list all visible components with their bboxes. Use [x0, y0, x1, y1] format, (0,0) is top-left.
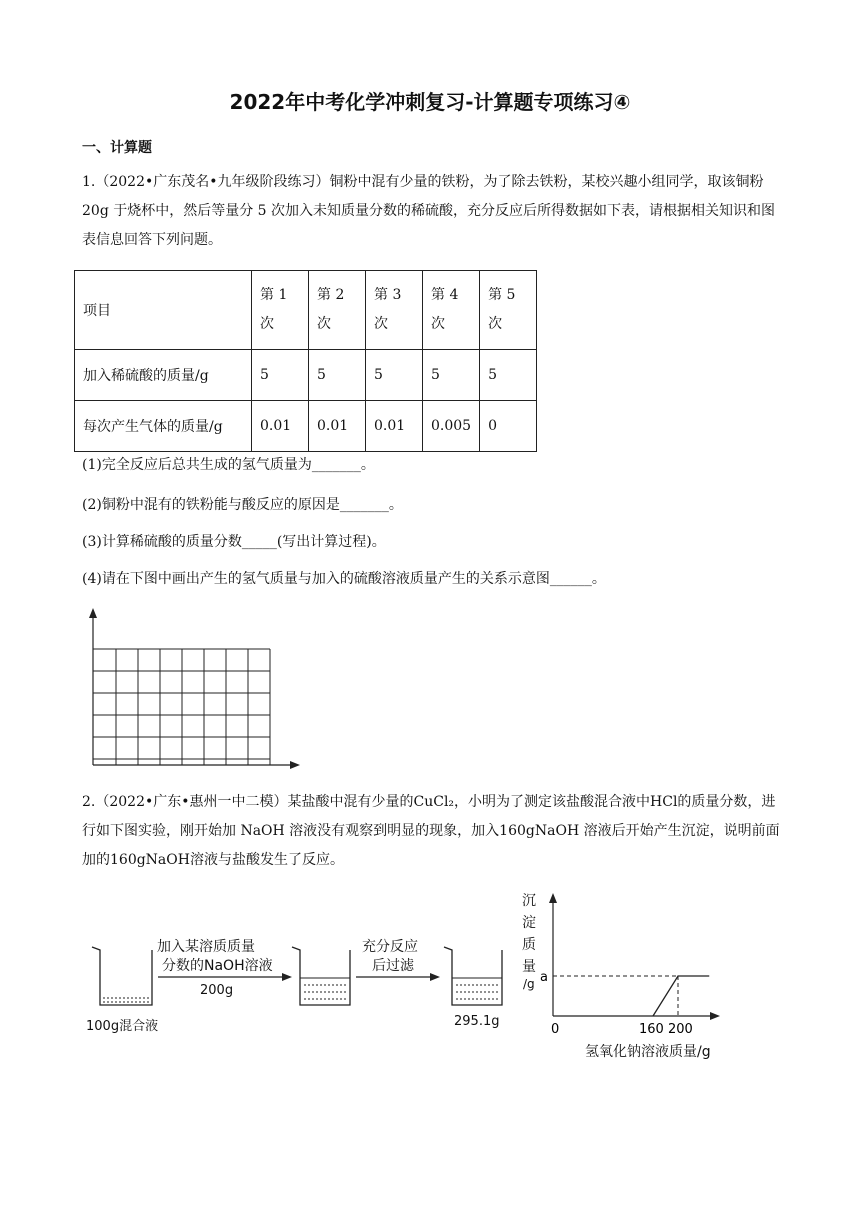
table-row [75, 401, 537, 452]
chart-xlabel: 氢氧化钠溶液质量/g [585, 1044, 711, 1060]
arrow-1-text-2: 分数的NaOH溶液 [162, 958, 273, 974]
x-axis-arrow [290, 761, 300, 769]
question-1-text: 1.（2022•广东茂名•九年级阶段练习）铜粉中混有少量的铁粉，为了除去铁粉，某校兴趣小组同学，取该铜粉 20g 于烧杯中，然后等量分 5 次加入未知质量分数的稀硫酸，充分反应后所得数据如下表，请根据相关知识和图表信息回答下列问题。 [82, 174, 776, 248]
beaker-1 [92, 947, 152, 1005]
chart-marks [540, 970, 709, 1037]
x-tick-label: 0 [551, 1022, 560, 1037]
col-header-3: 第 3 次 [366, 271, 423, 350]
y-axis-arrow [89, 608, 97, 618]
beaker-3-label: 295.1g [454, 1014, 500, 1029]
precipitate-chart [515, 888, 730, 1063]
col-header-2: 第 2 次 [309, 271, 366, 350]
table-header-row [75, 271, 537, 350]
arrow-1-amount: 200g [200, 983, 234, 998]
arrow-1-head [282, 973, 292, 981]
table-cell: 0.01 [252, 401, 309, 452]
arrow-2-text-2: 后过滤 [372, 958, 414, 974]
table-cell: 0.005 [423, 401, 480, 452]
table-cell: 0 [480, 401, 537, 452]
section-heading: 一、计算题 [82, 140, 152, 156]
table-cell: 0.01 [366, 401, 423, 452]
x-tick-label: 160 [639, 1022, 664, 1037]
sub-question-3: (3)计算稀硫酸的质量分数_____(写出计算过程)。 [82, 534, 386, 550]
table-cell: 5 [423, 350, 480, 401]
chart-ylabel-char: 淀 [522, 915, 536, 931]
col-header-5: 第 5 次 [480, 271, 537, 350]
arrow-1-text-1: 加入某溶质质量 [157, 939, 255, 955]
table-row [75, 350, 537, 401]
series-line [653, 976, 709, 1016]
chart-ylabel-char: 量 [522, 959, 536, 975]
beaker-1-label: 100g混合液 [86, 1019, 159, 1034]
table-cell: 5 [366, 350, 423, 401]
table-cell: 5 [480, 350, 537, 401]
sub-question-4: (4)请在下图中画出产生的氢气质量与加入的硫酸溶液质量产生的关系示意图______。 [82, 571, 606, 587]
table-cell: 0.01 [309, 401, 366, 452]
answer-grid [80, 605, 305, 775]
arrow-2-text-1: 充分反应 [362, 939, 418, 955]
row-label: 每次产生气体的质量/g [75, 401, 252, 452]
table-cell: 5 [309, 350, 366, 401]
table-cell: 5 [252, 350, 309, 401]
chart-ylabel [522, 893, 536, 991]
chart-ylabel-char: 沉 [522, 893, 536, 909]
col-header-4: 第 4 次 [423, 271, 480, 350]
arrow-2-head [430, 973, 440, 981]
question-2-text: 2.（2022•广东•惠州一中二模）某盐酸中混有少量的CuCl₂，小明为了测定该盐酸混合液中HCl的质量分数，进行如下图实验，刚开始加 NaOH 溶液没有观察到明显的现象，加入160gNaOH 溶液后开始产生沉淀，说明前面加的160gNaOH溶液与盐酸发生了反应。 [82, 794, 780, 868]
sub-question-1: (1)完全反应后总共生成的氢气质量为_______。 [82, 457, 375, 473]
y-tick-label: a [540, 970, 548, 985]
data-table [74, 270, 537, 452]
sub-question-2: (2)铜粉中混有的铁粉能与酸反应的原因是_______。 [82, 497, 403, 513]
page-title: 2022年中考化学冲刺复习-计算题专项练习④ [229, 90, 631, 114]
item-header: 项目 [75, 271, 252, 350]
chart-y-arrow [549, 893, 557, 903]
beaker-3 [444, 947, 502, 1005]
row-label: 加入稀硫酸的质量/g [75, 350, 252, 401]
grid-lines [93, 649, 270, 765]
experiment-diagram [80, 930, 520, 1040]
beaker-2 [292, 947, 350, 1005]
x-tick-label: 200 [668, 1022, 693, 1037]
chart-x-arrow [710, 1012, 720, 1020]
chart-ylabel-char: 质 [522, 937, 536, 953]
chart-ylabel-unit: /g [523, 977, 535, 991]
col-header-1: 第 1 次 [252, 271, 309, 350]
